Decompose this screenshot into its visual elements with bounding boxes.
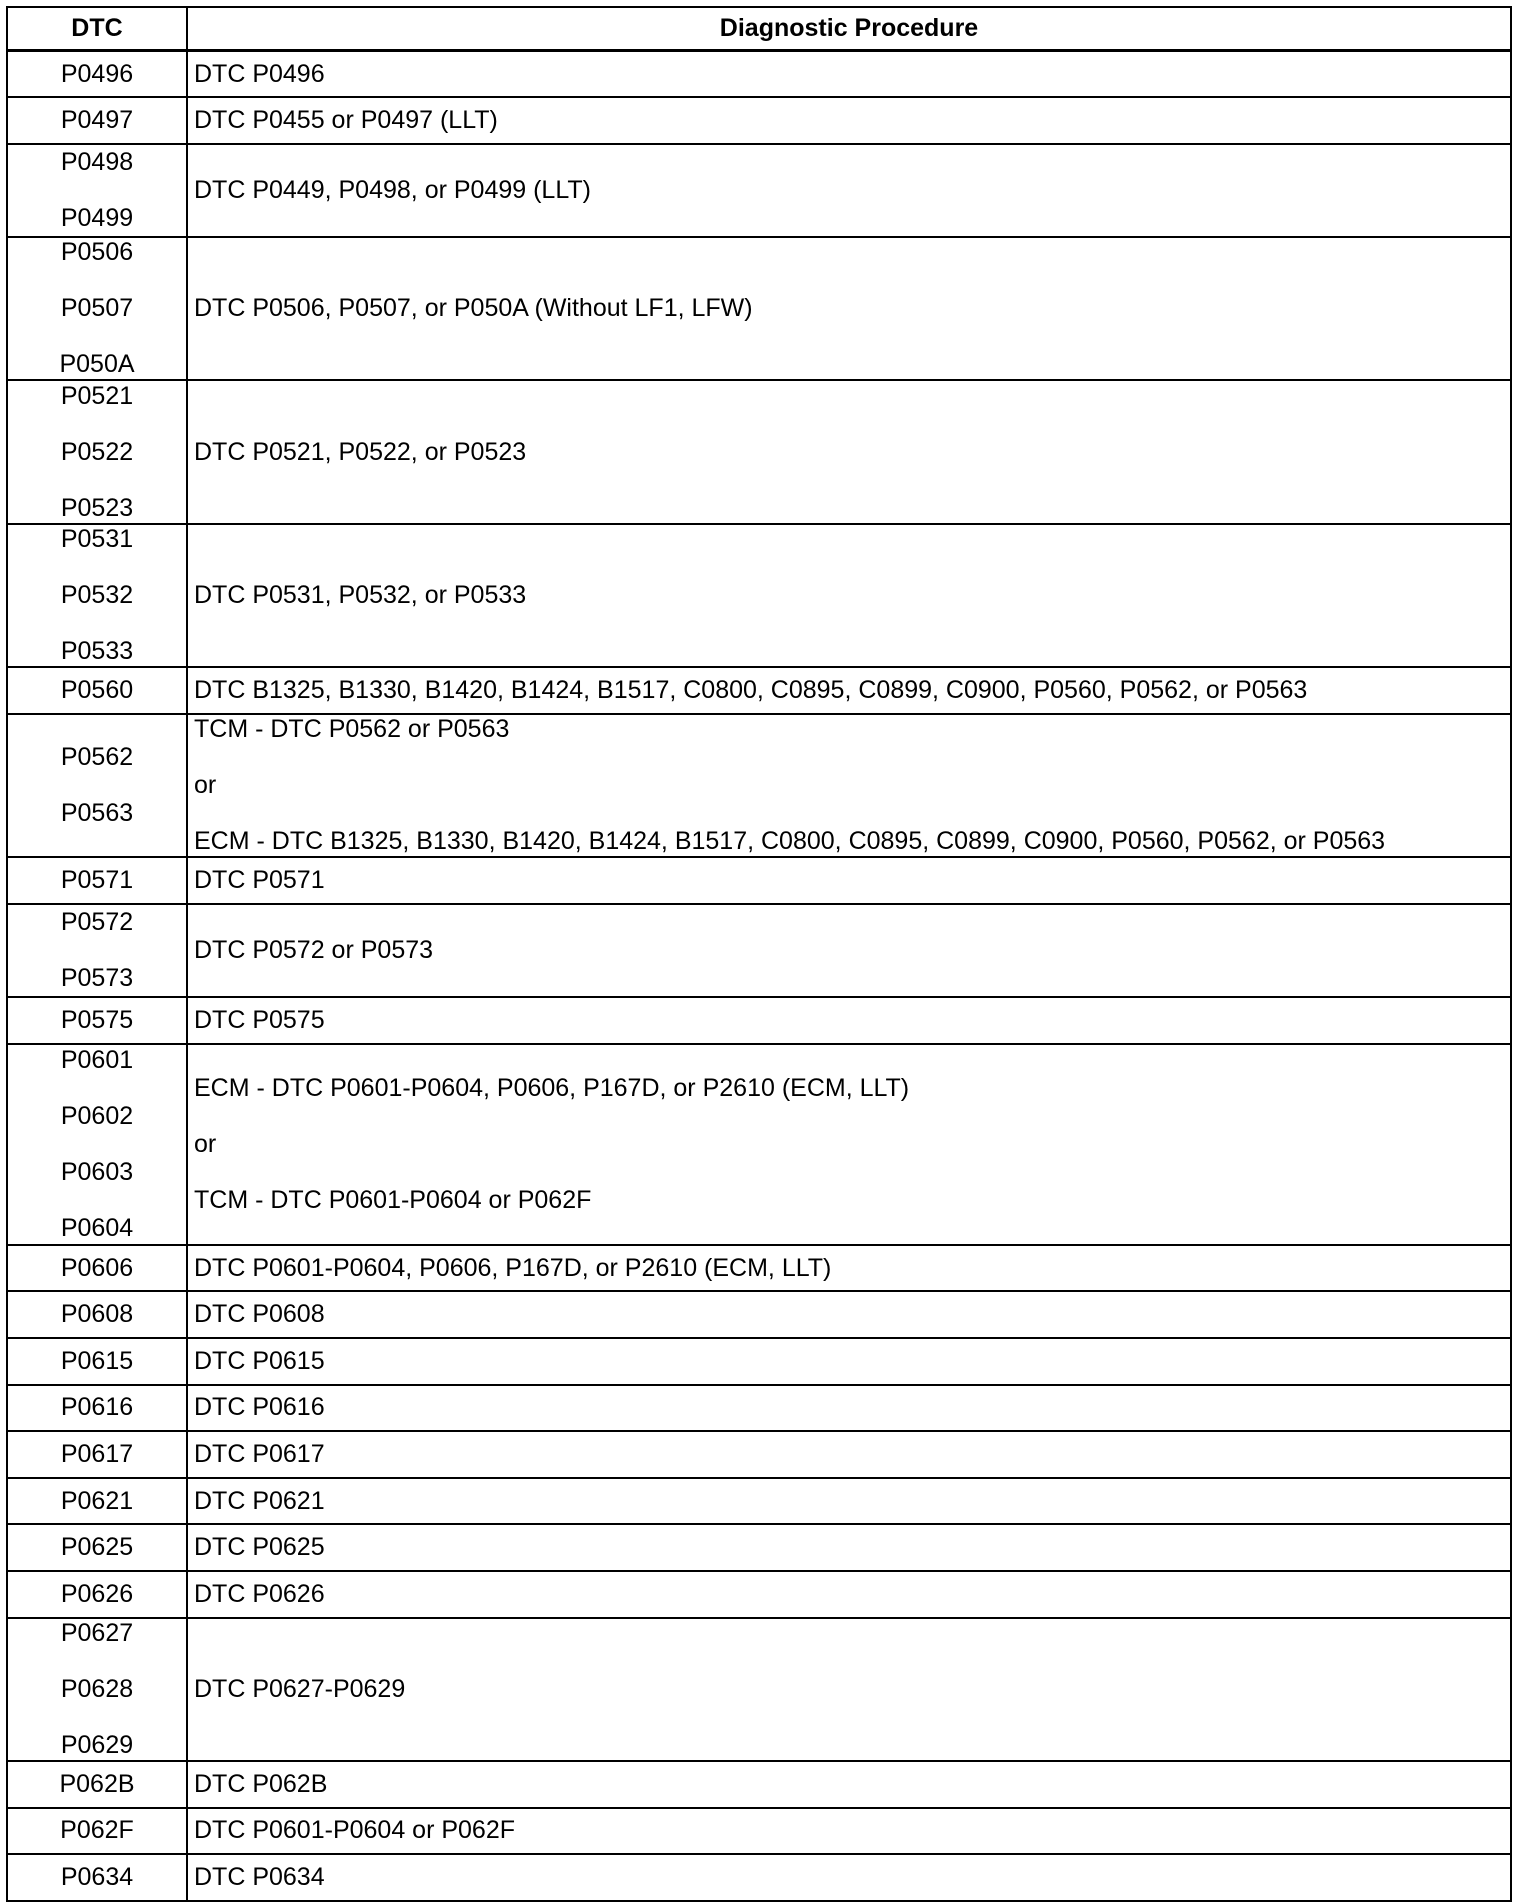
dtc-code: P0521 [60,381,134,410]
diagnostic-procedure-cell [187,1385,1511,1432]
dtc-code-cell [7,1245,187,1292]
diagnostic-procedure-cell [187,1338,1511,1385]
table-row [7,667,1511,714]
dtc-code: P0601 [60,1045,134,1074]
dtc-code-cell [7,97,187,144]
dtc-code: P062F [60,1816,134,1845]
dtc-code: P0560 [60,675,134,704]
dtc-code: P0532 [60,580,134,609]
dtc-code-cell [7,857,187,904]
dtc-code: P0533 [60,636,134,665]
table-row [7,51,1511,98]
diagnostic-procedure-text: DTC P0506, P0507, or P050A (Without LF1, LFW) [194,294,753,323]
dtc-code-cell [7,904,187,997]
diagnostic-procedure-cell [187,1761,1511,1808]
dtc-code: P0628 [60,1674,134,1703]
diagnostic-procedure-text: DTC P0608 [194,1300,325,1329]
diagnostic-procedure-cell [187,1478,1511,1525]
table-row [7,1385,1511,1432]
dtc-code: P0608 [60,1300,134,1329]
table-row [7,1245,1511,1292]
header-dtc: DTC [7,7,187,51]
header-row [7,7,1511,51]
dtc-code-cell [7,1044,187,1245]
diagnostic-procedure-text: DTC P0601-P0604, P0606, P167D, or P2610 (ECM, LLT) [194,1253,832,1282]
dtc-code: P0563 [60,798,134,827]
diagnostic-procedure-cell [187,1854,1511,1901]
diagnostic-procedure-text: ECM - DTC B1325, B1330, B1420, B1424, B1517, C0800, C0895, C0899, C0900, P0560, P0562, or P0563 [194,826,1386,855]
table-row [7,1854,1511,1901]
dtc-code: P0572 [60,907,134,936]
dtc-code: P0627 [60,1618,134,1647]
table-row [7,524,1511,667]
dtc-code-cell [7,524,187,667]
diagnostic-procedure-cell [187,904,1511,997]
diagnostic-procedure-cell [187,997,1511,1044]
table-row [7,1291,1511,1338]
dtc-code-cell [7,1571,187,1618]
dtc-code-cell [7,380,187,523]
dtc-code: P0616 [60,1393,134,1422]
diagnostic-procedure-text: ECM - DTC P0601-P0604, P0606, P167D, or P2610 (ECM, LLT) [194,1073,910,1102]
diagnostic-procedure-cell [187,857,1511,904]
diagnostic-procedure-cell [187,524,1511,667]
dtc-code: P0499 [60,203,134,232]
dtc-code: P0634 [60,1863,134,1892]
dtc-code-cell [7,1618,187,1761]
table-row [7,1338,1511,1385]
diagnostic-procedure-cell [187,1245,1511,1292]
diagnostic-procedure-cell [187,144,1511,237]
diagnostic-procedure-cell [187,1524,1511,1571]
table-row [7,1478,1511,1525]
table-row [7,380,1511,523]
table-row [7,237,1511,380]
dtc-code-cell [7,1385,187,1432]
diagnostic-procedure-text: DTC P0621 [194,1486,325,1515]
table-row [7,1431,1511,1478]
diagnostic-procedure-text: DTC P0615 [194,1346,325,1375]
diagnostic-procedure-cell [187,1431,1511,1478]
dtc-code: P0498 [60,147,134,176]
diagnostic-procedure-cell [187,51,1511,98]
diagnostic-procedure-text: TCM - DTC P0562 or P0563 [194,714,510,743]
table-row [7,1571,1511,1618]
diagnostic-procedure-text: DTC P0531, P0532, or P0533 [194,580,527,609]
dtc-code: P0606 [60,1253,134,1282]
dtc-code-cell [7,1761,187,1808]
dtc-code-cell [7,1291,187,1338]
dtc-code-cell [7,1524,187,1571]
dtc-code-cell [7,1431,187,1478]
dtc-code: P0506 [60,238,134,267]
dtc-code-cell [7,714,187,857]
table-row [7,1044,1511,1245]
diagnostic-procedure-text: DTC P0626 [194,1579,325,1608]
table-row [7,1618,1511,1761]
dtc-code: P0523 [60,493,134,522]
dtc-code: P0573 [60,963,134,992]
dtc-code: P0615 [60,1346,134,1375]
header-diagnostic-procedure: Diagnostic Procedure [187,7,1511,51]
diagnostic-procedure-text: DTC P0521, P0522, or P0523 [194,437,527,466]
diagnostic-procedure-text: or [194,1129,217,1158]
dtc-code: P0562 [60,742,134,771]
dtc-code: P0604 [60,1213,134,1242]
table-row [7,1808,1511,1855]
diagnostic-procedure-cell [187,714,1511,857]
diagnostic-procedure-text: DTC B1325, B1330, B1420, B1424, B1517, C0800, C0895, C0899, C0900, P0560, P0562, or P0563 [194,675,1308,704]
diagnostic-procedure-cell [187,1291,1511,1338]
diagnostic-procedure-cell [187,1044,1511,1245]
diagnostic-procedure-text: DTC P0575 [194,1005,325,1034]
diagnostic-procedure-cell [187,667,1511,714]
table-row [7,97,1511,144]
dtc-code: P062B [59,1769,135,1798]
dtc-code: P0496 [60,59,134,88]
dtc-code: P0497 [60,105,134,134]
dtc-code-cell [7,1478,187,1525]
dtc-code: P0617 [60,1439,134,1468]
dtc-code: P050A [59,350,135,379]
table-row [7,1761,1511,1808]
diagnostic-procedure-text: or [194,770,217,799]
dtc-code: P0575 [60,1005,134,1034]
diagnostic-procedure-text: DTC P0617 [194,1439,325,1468]
dtc-table [6,6,1512,1902]
diagnostic-procedure-cell [187,1808,1511,1855]
dtc-code: P0531 [60,524,134,553]
dtc-code: P0621 [60,1486,134,1515]
dtc-code: P0571 [60,865,134,894]
dtc-code-cell [7,1338,187,1385]
dtc-code: P0629 [60,1730,134,1759]
dtc-code-cell [7,144,187,237]
diagnostic-procedure-text: DTC P0455 or P0497 (LLT) [194,105,498,134]
table-row [7,997,1511,1044]
dtc-code-cell [7,1808,187,1855]
diagnostic-procedure-cell [187,380,1511,523]
dtc-code: P0507 [60,294,134,323]
diagnostic-procedure-text: DTC P062B [194,1769,328,1798]
dtc-code: P0603 [60,1157,134,1186]
table-row [7,714,1511,857]
table-row [7,1524,1511,1571]
dtc-code-cell [7,237,187,380]
table-body [7,51,1511,1902]
diagnostic-procedure-text: DTC P0634 [194,1863,325,1892]
diagnostic-procedure-text: DTC P0625 [194,1533,325,1562]
diagnostic-procedure-text: DTC P0616 [194,1393,325,1422]
dtc-code-cell [7,1854,187,1901]
diagnostic-procedure-text: DTC P0627-P0629 [194,1674,406,1703]
dtc-code-cell [7,667,187,714]
dtc-code: P0602 [60,1101,134,1130]
dtc-code-cell [7,997,187,1044]
dtc-code-cell [7,51,187,98]
diagnostic-procedure-cell [187,1618,1511,1761]
table-row [7,904,1511,997]
diagnostic-procedure-cell [187,1571,1511,1618]
dtc-code: P0626 [60,1579,134,1608]
diagnostic-procedure-text: DTC P0572 or P0573 [194,935,434,964]
diagnostic-procedure-text: DTC P0571 [194,865,325,894]
diagnostic-procedure-cell [187,97,1511,144]
dtc-code: P0625 [60,1533,134,1562]
table-row [7,857,1511,904]
diagnostic-procedure-text: TCM - DTC P0601-P0604 or P062F [194,1185,592,1214]
diagnostic-procedure-text: DTC P0496 [194,59,325,88]
table-row [7,144,1511,237]
dtc-code: P0522 [60,437,134,466]
diagnostic-procedure-text: DTC P0449, P0498, or P0499 (LLT) [194,175,591,204]
diagnostic-procedure-cell [187,237,1511,380]
diagnostic-procedure-text: DTC P0601-P0604 or P062F [194,1816,516,1845]
